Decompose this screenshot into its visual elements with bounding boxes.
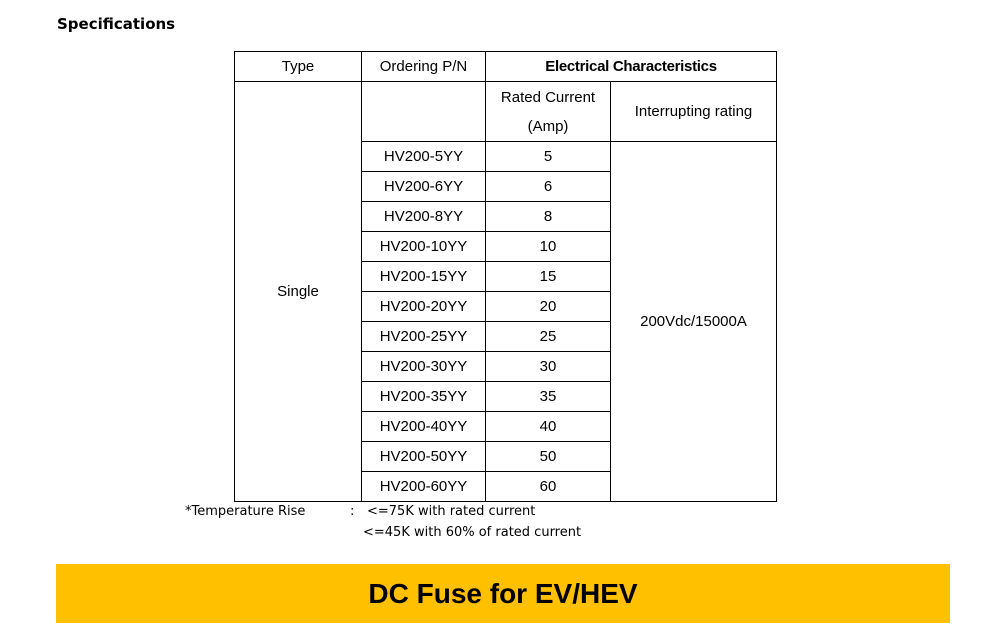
rated-current-cell: 20 [486,292,611,322]
rated-current-cell: 40 [486,412,611,442]
ordering-pn-cell: HV200-60YY [362,472,486,502]
ordering-pn-cell: HV200-25YY [362,322,486,352]
ordering-pn-cell: HV200-30YY [362,352,486,382]
section-heading: Specifications [57,15,176,33]
ordering-pn-subheader-blank [362,82,486,142]
rated-current-cell: 25 [486,322,611,352]
ordering-pn-cell: HV200-15YY [362,262,486,292]
ordering-pn-cell: HV200-20YY [362,292,486,322]
electrical-characteristics-header: Electrical Characteristics [486,52,777,82]
ordering-pn-cell: HV200-10YY [362,232,486,262]
rated-current-cell: 15 [486,262,611,292]
product-banner [56,564,950,623]
rated-current-cell: 50 [486,442,611,472]
ordering-pn-cell: HV200-40YY [362,412,486,442]
rated-current-cell: 6 [486,172,611,202]
rated-current-cell: 5 [486,142,611,172]
interrupting-rating-value-cell: 200Vdc/15000A [611,142,777,502]
ordering-pn-header: Ordering P/N [362,52,486,82]
temperature-rise-line-2: <=45K with 60% of rated current [363,525,582,540]
rated-current-unit: (Amp) [527,117,569,135]
interrupting-rating-header: Interrupting rating [611,82,777,142]
ordering-pn-cell: HV200-50YY [362,442,486,472]
temperature-rise-colon: : [350,504,355,519]
ordering-pn-cell: HV200-35YY [362,382,486,412]
rated-current-cell: 8 [486,202,611,232]
temperature-rise-line-1: <=75K with rated current [367,504,536,519]
ordering-pn-cell: HV200-5YY [362,142,486,172]
subheader-row [235,82,777,142]
temperature-rise-label: *Temperature Rise [185,504,306,519]
rated-current-cell: 35 [486,382,611,412]
rated-current-cell: 10 [486,232,611,262]
rated-current-label: Rated Current [500,88,596,106]
banner-title: DC Fuse for EV/HEV [368,577,638,609]
header-row [235,52,777,82]
type-value-cell: Single [235,82,362,502]
rated-current-cell: 30 [486,352,611,382]
ordering-pn-cell: HV200-8YY [362,202,486,232]
specifications-table-body [235,52,777,502]
ordering-pn-cell: HV200-6YY [362,172,486,202]
specifications-table [234,51,777,502]
rated-current-cell: 60 [486,472,611,502]
rated-current-header [486,82,611,142]
type-header: Type [235,52,362,82]
